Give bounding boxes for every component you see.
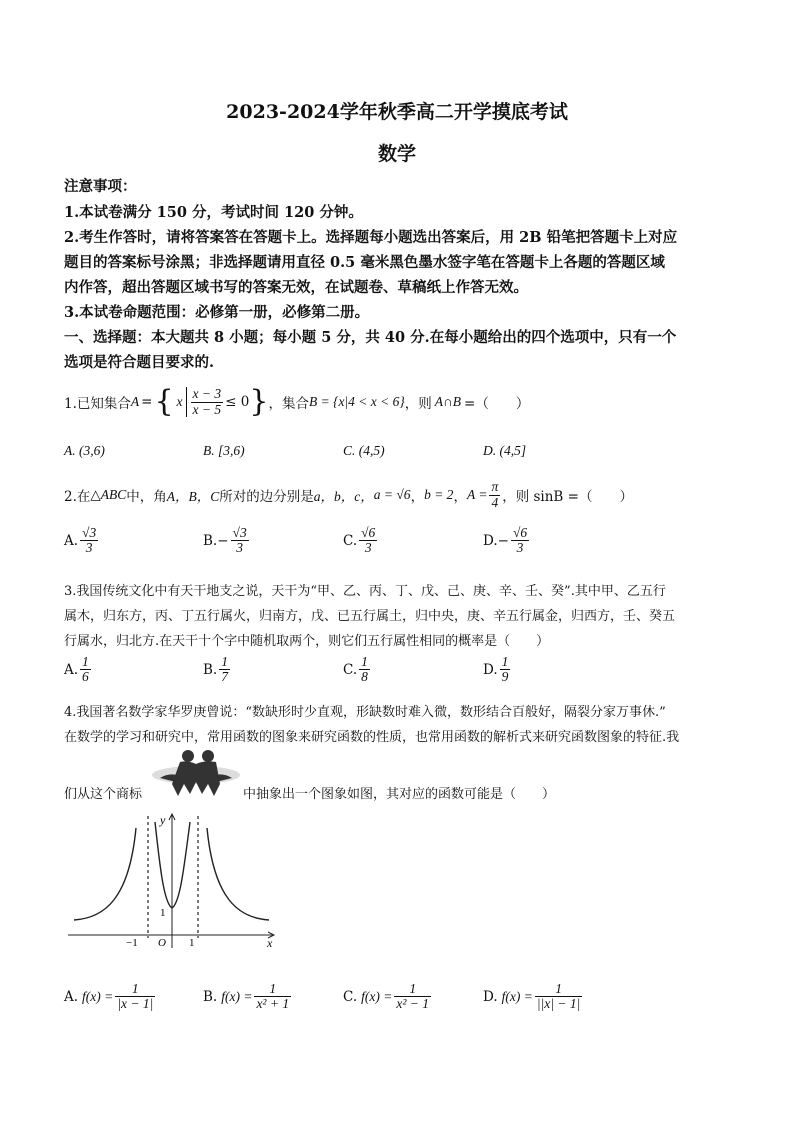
- note-1: 1.本试卷满分 150 分，考试时间 120 分钟。: [64, 204, 363, 221]
- graph-one-y: 1: [160, 907, 166, 919]
- q2-pi-over-4: [489, 480, 500, 509]
- q1-expr: A∩B: [434, 394, 462, 409]
- q2-pi: π: [491, 479, 499, 495]
- exam-title: 2023-2024学年秋季高二开学摸底考试: [226, 101, 568, 123]
- q4-option-c[interactable]: [343, 982, 433, 1011]
- q3-d-num: 1: [501, 654, 509, 669]
- q1-mid: ，集合: [268, 396, 309, 412]
- q2-d-num: √6: [512, 525, 528, 540]
- note-2-line-2: 题目的答案标号涂黑；非选择题请用直径 0.5 毫米黑色墨水签字笔在答题卡上各题的答题区域: [64, 254, 665, 271]
- q4-d-den: ||x| − 1|: [536, 996, 581, 1012]
- notes-heading: 注意事项：: [64, 178, 137, 195]
- q3-line-2: 属木，归东方，丙、丁五行属火，归南方，戊、已五行属土，归中央，庚、辛五行属金，归西方，壬、癸五: [64, 609, 676, 624]
- q4-line-1: 4.我国著名数学家华罗庚曾说：“数缺形时少直观，形缺数时难入微，数形结合百般好，隔裂分家万事休.”: [64, 705, 666, 720]
- q3-a-label: A.: [64, 661, 79, 678]
- q2-cond-a: a = √6: [373, 487, 411, 502]
- q1-tail: ，则: [404, 396, 432, 412]
- section-1-line-2: 选项是符合题目要求的.: [64, 354, 215, 371]
- q2-option-c[interactable]: [343, 526, 379, 555]
- graph-y-label: y: [160, 813, 166, 827]
- graph-neg-one: −1: [126, 937, 138, 949]
- q2-cond-angle: A =: [466, 487, 488, 502]
- q2-triangle: △ABC: [90, 487, 127, 502]
- q3-d-den: 9: [501, 669, 509, 685]
- q1-right-brace: }: [249, 384, 269, 419]
- q1-option-c[interactable]: C. (4,5): [343, 443, 385, 458]
- q4-option-d[interactable]: [483, 982, 584, 1011]
- q3-option-c[interactable]: [343, 655, 372, 684]
- q1-option-d[interactable]: D. (4,5]: [483, 443, 527, 458]
- q4-line-3b: 中抽象出一个图象如图，其对应的函数可能是（ ）: [243, 787, 556, 802]
- q4-b-lhs: f(x) =: [221, 988, 253, 1004]
- q2-c-num: √6: [361, 525, 376, 540]
- note-3: 3.本试卷命题范围：必修第一册，必修第二册。: [64, 304, 370, 321]
- q1-x: x: [176, 394, 183, 409]
- section-1-line-1: 一、选择题：本大题共 8 小题；每小题 5 分，共 40 分.在每小题给出的四个选项中，只有一个: [64, 329, 677, 346]
- q1-left-brace: {: [154, 384, 174, 419]
- graph-one-x: 1: [189, 937, 195, 949]
- q4-b-label: B.: [203, 988, 218, 1005]
- q4-c-den: x² − 1: [396, 996, 430, 1012]
- q2-t1: 中，角: [126, 489, 167, 505]
- q2-d-sign: −: [497, 532, 509, 549]
- note-2-line-1: 2.考生作答时，请将答案答在答题卡上。选择题每小题选出答案后，用 2B 铅笔把答题卡上对应: [64, 229, 678, 246]
- q2-lead: 2.在: [64, 489, 91, 505]
- q2-c-label: C.: [343, 532, 358, 549]
- q3-b-label: B.: [203, 661, 218, 678]
- kappa-logo-image: [150, 748, 242, 802]
- q3-line-3: 行属水，归北方.在天干十个字中随机取两个，则它们五行属性相同的概率是（ ）: [64, 634, 550, 649]
- q4-a-den: |x − 1|: [117, 996, 154, 1012]
- q2-a-den: 3: [85, 540, 93, 556]
- q2-t3: 所对的边分别是: [219, 489, 314, 505]
- q4-c-lhs: f(x) =: [361, 988, 393, 1004]
- q2-b-label: B.: [203, 532, 218, 549]
- q3-c-label: C.: [343, 661, 358, 678]
- question-1: [64, 384, 529, 420]
- q1-frac-num: x − 3: [192, 386, 222, 402]
- q1-set-a: A: [130, 394, 140, 409]
- q3-a-den: 6: [82, 669, 89, 685]
- q3-option-b[interactable]: [203, 655, 232, 684]
- q4-c-label: C.: [343, 988, 358, 1005]
- q3-d-label: D.: [483, 661, 498, 678]
- q2-c-den: 3: [364, 540, 372, 556]
- q4-c-num: 1: [394, 982, 431, 997]
- q2-b-den: 3: [236, 540, 243, 556]
- q2-sides: a，b，c，: [313, 489, 374, 504]
- q4-option-b[interactable]: [203, 982, 293, 1011]
- q3-option-a[interactable]: [64, 655, 93, 684]
- q4-b-num: 1: [254, 982, 291, 997]
- q4-function-graph: [64, 808, 284, 953]
- graph-origin: O: [158, 937, 166, 949]
- q1-option-b[interactable]: B. [3,6): [203, 443, 245, 458]
- q3-a-num: 1: [82, 654, 89, 669]
- q4-line-3a: 们从这个商标: [64, 787, 143, 802]
- q3-c-num: 1: [361, 654, 368, 669]
- q2-option-d[interactable]: [483, 526, 531, 555]
- q2-ask: ，则 sinB =（ ）: [502, 489, 633, 505]
- q4-a-num: 1: [115, 982, 155, 997]
- q4-line-2: 在数学的学习和研究中，常用函数的图象来研究函数的性质，也常用函数的解析式来研究函数图象的特征.我: [64, 730, 680, 745]
- q3-option-d[interactable]: [483, 655, 512, 684]
- q4-option-a[interactable]: [64, 982, 157, 1011]
- q1-bar: [186, 387, 187, 417]
- q2-four: 4: [491, 494, 499, 510]
- q2-d-label: D.: [483, 532, 498, 549]
- q1-option-a[interactable]: A. (3,6): [64, 443, 105, 458]
- q2-option-b[interactable]: [203, 526, 251, 555]
- curve-right-branch: [207, 828, 269, 920]
- curve-left-branch: [74, 828, 136, 920]
- q2-cond-b: b = 2: [424, 487, 454, 502]
- q2-b-sign: −: [217, 532, 229, 549]
- q1-le0: ≤ 0: [225, 394, 250, 410]
- q1-lead: 1.已知集合: [64, 396, 131, 412]
- q2-a-label: A.: [64, 532, 79, 549]
- q4-d-num: 1: [535, 982, 582, 997]
- q2-angles: A，B，C: [166, 489, 220, 504]
- subject-title: 数学: [377, 143, 416, 165]
- q4-d-lhs: f(x) =: [501, 988, 533, 1004]
- q4-a-label: A.: [64, 988, 79, 1005]
- q1-frac-den: x − 5: [192, 401, 222, 417]
- q2-d-den: 3: [516, 540, 524, 556]
- q2-comma: ，: [410, 489, 425, 505]
- q4-d-label: D.: [483, 988, 498, 1005]
- q1-eq: =: [141, 394, 153, 410]
- q2-b-num: √3: [232, 525, 247, 540]
- q3-line-1: 3.我国传统文化中有天干地支之说，天干为“甲、乙、丙、丁、戊、己、庚、辛、壬、癸”.其中甲、乙五行: [64, 584, 666, 599]
- graph-x-label: x: [267, 936, 273, 950]
- q1-set-b: B = {x|4 < x < 6}: [308, 394, 405, 409]
- q2-a-num: √3: [82, 525, 97, 540]
- q1-ask: =（ ）: [464, 396, 530, 412]
- q1-fraction: [191, 387, 224, 416]
- q3-c-den: 8: [361, 669, 368, 685]
- q3-b-den: 7: [221, 669, 228, 685]
- note-2-line-3: 内作答，超出答题区域书写的答案无效，在试题卷、草稿纸上作答无效。: [64, 279, 528, 296]
- question-2: 2.在 △ABC 中，角 A，B，C 所对的边分别是 a，b，c， a = √6 ， b = 2 ， A = $\frac{\pi}{4}$ ，则 sinB =（ ）: [64, 479, 633, 510]
- q4-a-lhs: f(x) =: [82, 988, 114, 1004]
- q3-b-num: 1: [221, 654, 228, 669]
- q4-b-den: x² + 1: [256, 996, 290, 1012]
- q2-option-a[interactable]: [64, 526, 100, 555]
